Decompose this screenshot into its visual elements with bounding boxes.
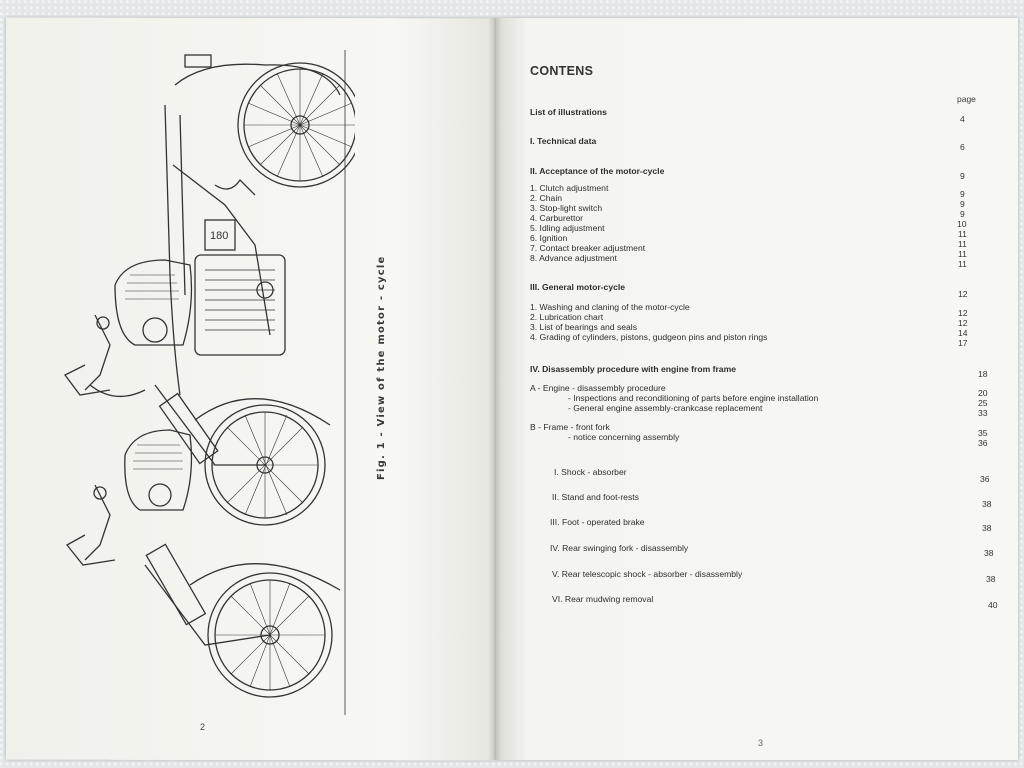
rear-wheel-drawing: [238, 63, 355, 187]
toc-page-number: 38: [984, 548, 994, 558]
toc-page-number: 11: [958, 229, 967, 239]
book-gutter: [488, 18, 502, 760]
toc-entry: - notice concerning assembly: [568, 432, 680, 442]
toc-page-number: 17: [958, 338, 968, 348]
toc-page-number: 18: [978, 369, 988, 379]
toc-page-number: 12: [958, 308, 968, 318]
toc-page-number: 40: [988, 600, 998, 610]
toc-page-number: 38: [982, 499, 992, 509]
toc-entry: B - Frame - front fork: [530, 422, 610, 432]
toc-entry: A - Engine - disassembly procedure: [530, 383, 666, 393]
toc-entry: 7. Contact breaker adjustment: [530, 243, 646, 253]
toc-entry: 2. Lubrication chart: [530, 312, 604, 322]
toc-entry: V. Rear telescopic shock - absorber - disassembly: [552, 569, 743, 579]
motorcycle-illustration: [55, 45, 355, 725]
toc-entry: 1. Washing and claning of the motor-cycle: [530, 302, 690, 312]
toc-page-number: 4: [960, 114, 965, 124]
toc-entry: II. Acceptance of the motor-cycle: [530, 166, 665, 176]
right-page-number: 3: [758, 738, 764, 748]
toc-page-number: 11: [958, 259, 967, 269]
toc-entry: - Inspections and reconditioning of parts before engine installation: [568, 393, 819, 403]
toc-page-number: 20: [978, 388, 988, 398]
toc-entry: 4. Grading of cylinders, pistons, gudgeon pins and piston rings: [530, 332, 768, 342]
page-title: CONTENS: [530, 64, 594, 78]
toc-entry: 3. List of bearings and seals: [530, 322, 638, 332]
toc-page-number: 11: [958, 239, 967, 249]
figure-caption: Fig. 1 - View of the motor - cycle: [376, 255, 387, 480]
toc-entry: 8. Advance adjustment: [530, 253, 617, 263]
toc-page-number: 11: [958, 249, 967, 259]
toc-page-number: 9: [960, 199, 965, 209]
toc-page-number: 12: [958, 318, 968, 328]
toc-page-number: 35: [978, 428, 988, 438]
toc-entry: 2. Chain: [530, 193, 563, 203]
toc-page-number: 12: [958, 289, 968, 299]
toc-page-number: 9: [960, 209, 965, 219]
toc-page-number: 36: [978, 438, 988, 448]
toc-entry: VI. Rear mudwing removal: [552, 594, 654, 604]
toc-page-number: 6: [960, 142, 965, 152]
toc-entry: 4. Carburettor: [530, 213, 584, 223]
left-page-number: 2: [200, 722, 206, 732]
toc-entry: I. Technical data: [530, 136, 597, 146]
toc-page-number: 25: [978, 398, 988, 408]
toc-page-number: 14: [958, 328, 968, 338]
toc-entry: I. Shock - absorber: [554, 467, 627, 477]
toc-entry: III. General motor-cycle: [530, 282, 626, 292]
toc-page-number: 38: [986, 574, 996, 584]
toc-entry: - General engine assembly-crankcase replacement: [568, 403, 763, 413]
plate-badge-text: 180: [210, 230, 229, 242]
toc-entry: III. Foot - operated brake: [550, 517, 645, 527]
toc-entry: List of illustrations: [530, 107, 607, 117]
toc-page-number: 38: [982, 523, 992, 533]
toc-entry: II. Stand and foot-rests: [552, 492, 639, 502]
toc-entry: 1. Clutch adjustment: [530, 183, 609, 193]
toc-entry: 5. Idling adjustment: [530, 223, 605, 233]
toc-entry: 6. Ignition: [530, 233, 568, 243]
toc-page-number: 36: [980, 474, 990, 484]
toc-page-number: 9: [960, 171, 965, 181]
page-column-label: page: [957, 94, 976, 104]
toc-page-number: 10: [957, 219, 967, 229]
toc-page-number: 33: [978, 408, 988, 418]
toc-entry: IV. Rear swinging fork - disassembly: [550, 543, 689, 553]
toc-page-number: 9: [960, 189, 965, 199]
toc-entry: IV. Disassembly procedure with engine from frame: [530, 364, 736, 374]
toc-entry: 3. Stop-light switch: [530, 203, 603, 213]
